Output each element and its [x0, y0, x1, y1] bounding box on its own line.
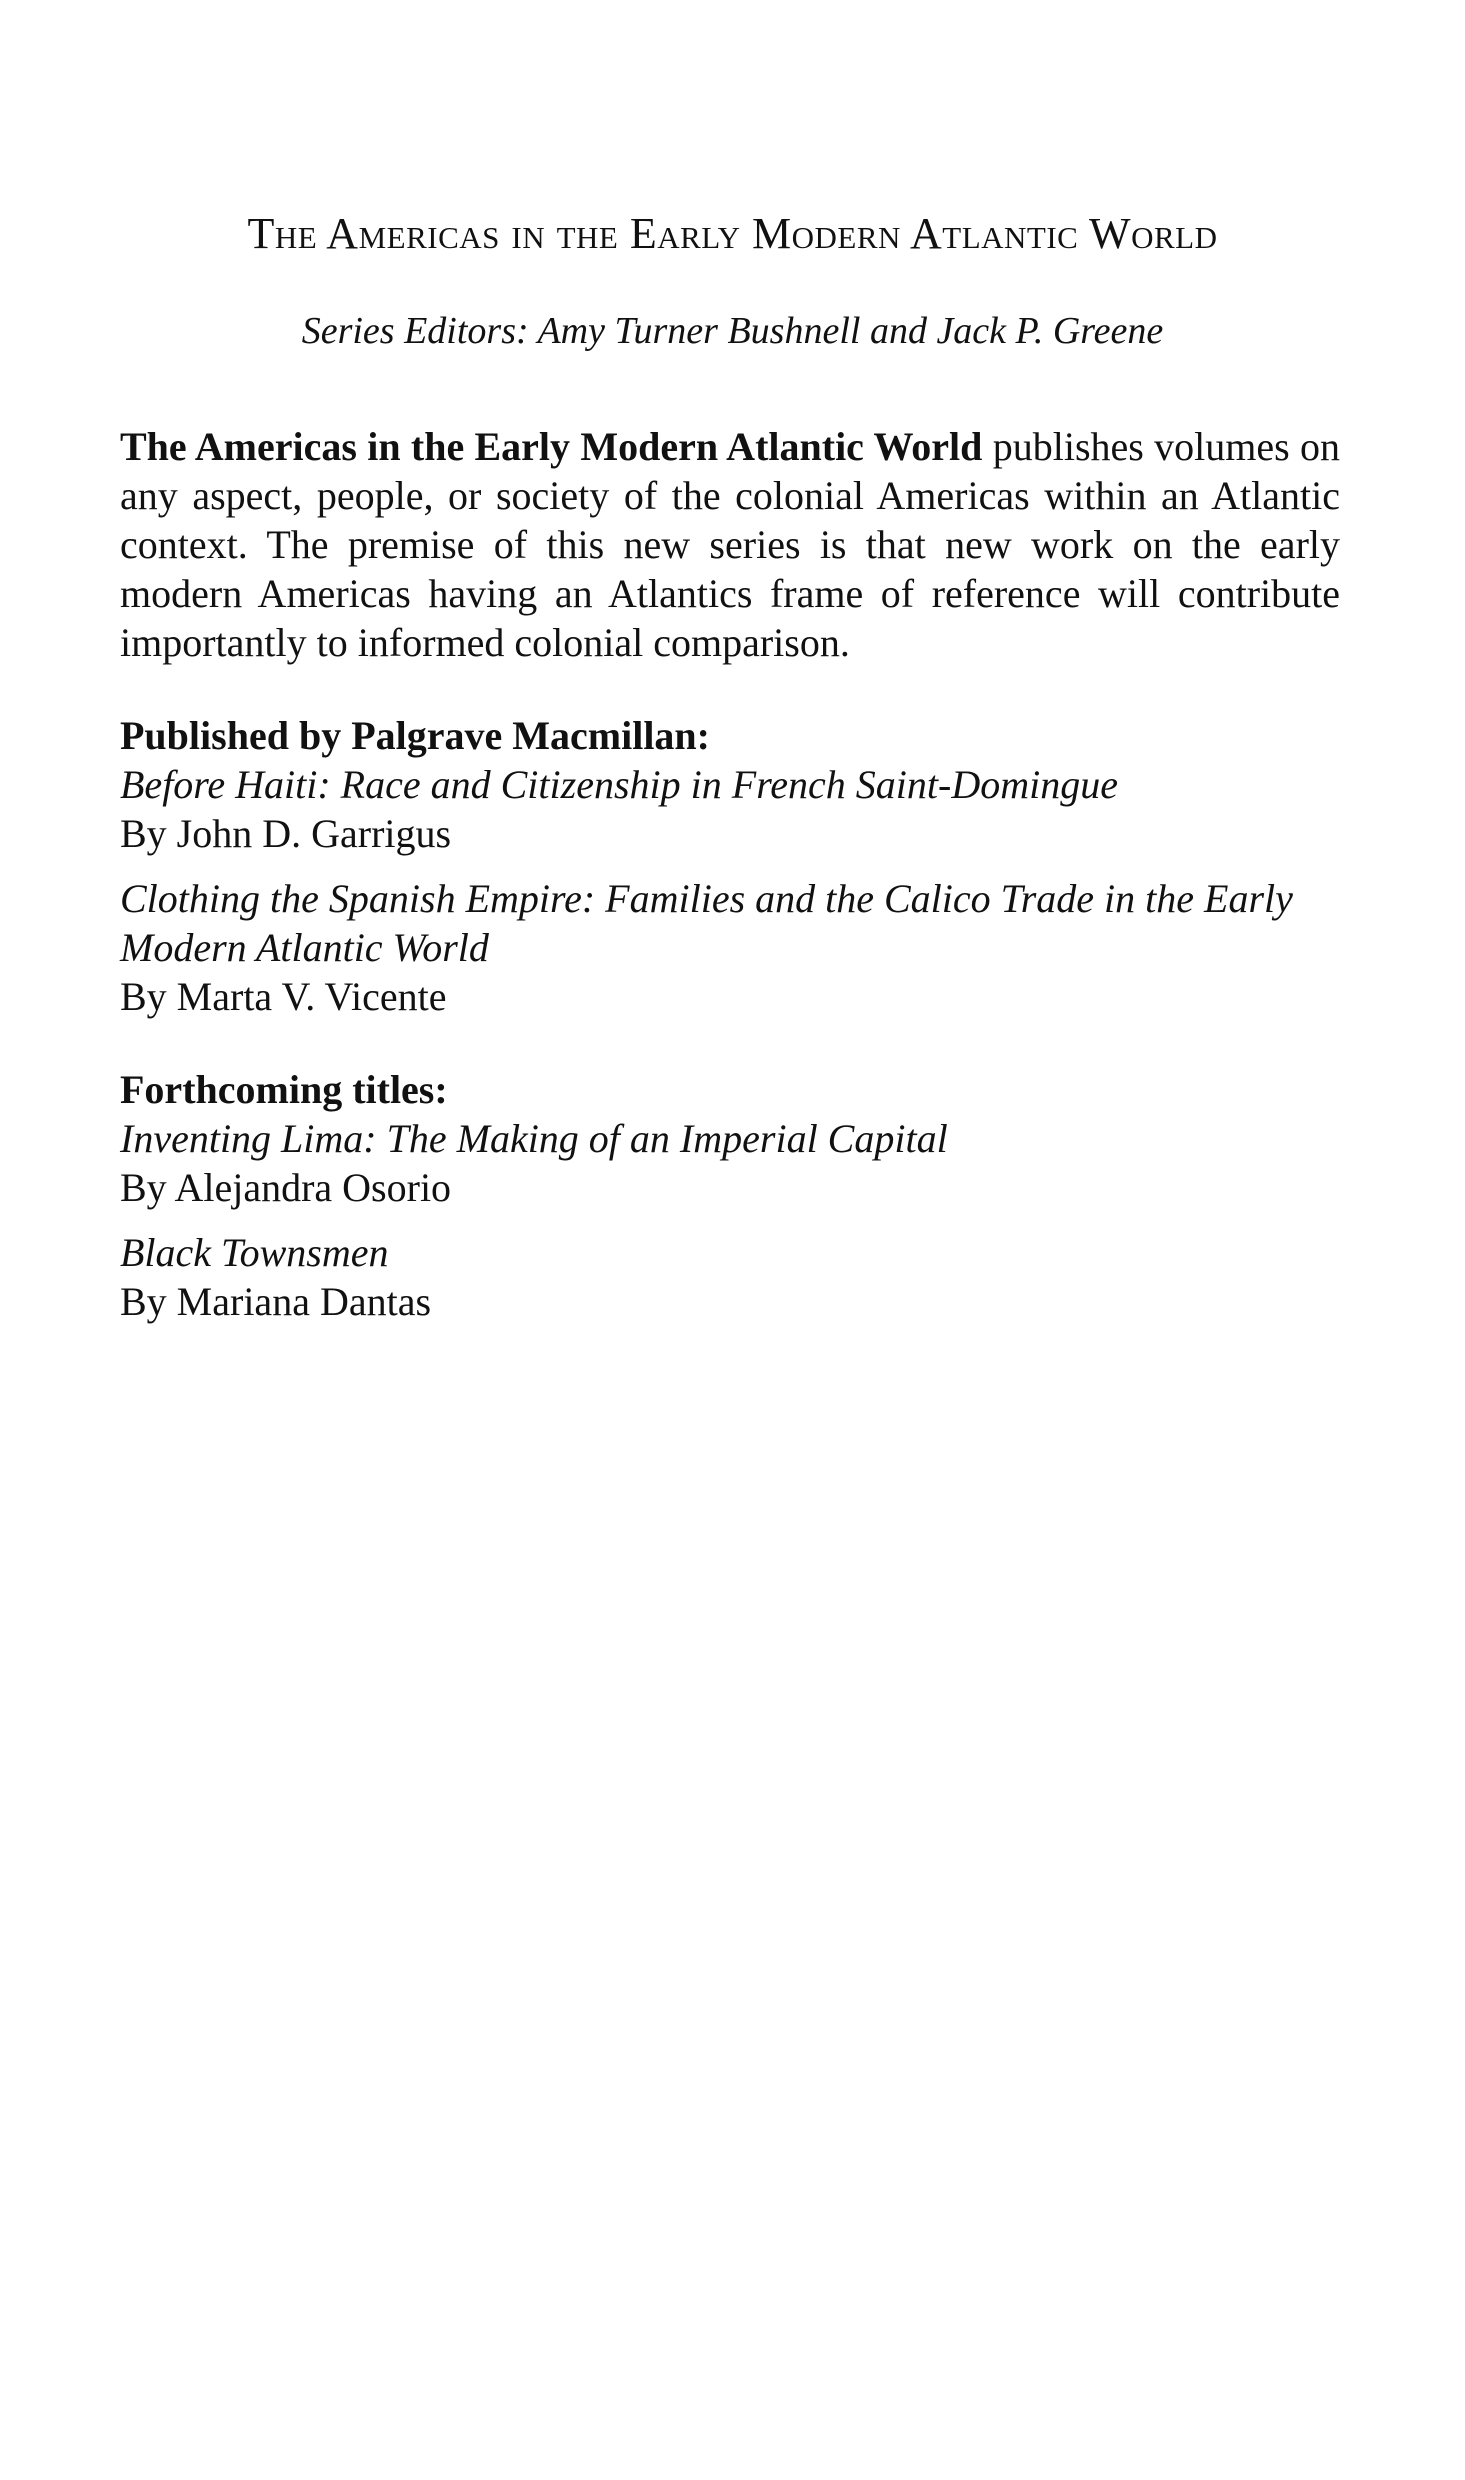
book-author: By Marta V. Vicente	[120, 974, 447, 1019]
series-editors: Series Editors: Amy Turner Bushnell and Jack P. Greene	[301, 310, 1164, 352]
book-title: Black Townsmen	[120, 1230, 389, 1275]
series-description	[120, 422, 1340, 667]
published-section	[120, 712, 1345, 1037]
book-entry	[120, 1228, 1345, 1326]
book-entry	[120, 1114, 1345, 1212]
series-description-lead: The Americas in the Early Modern Atlantic World	[120, 424, 983, 469]
published-heading: Published by Palgrave Macmillan:	[120, 713, 710, 758]
forthcoming-heading: Forthcoming titles:	[120, 1067, 448, 1112]
series-description-body: publishes volumes on any aspect, people, or society of the colonial Americas within an Atlantic context. The premise of this new series is that new work on the early modern Americas having an Atlantics frame of reference will contribute importantly to informed colonial comparison.	[120, 424, 1340, 665]
book-title: Before Haiti: Race and Citizenship in French Saint-Domingue	[120, 762, 1118, 807]
book-author: By Mariana Dantas	[120, 1279, 432, 1324]
book-title: Inventing Lima: The Making of an Imperial Capital	[120, 1116, 948, 1161]
series-title: The Americas in the Early Modern Atlantic World	[247, 209, 1218, 258]
book-title: Clothing the Spanish Empire: Families and the Calico Trade in the Early Modern Atlantic World	[120, 876, 1293, 970]
book-entry	[120, 874, 1345, 1021]
book-author: By Alejandra Osorio	[120, 1165, 452, 1210]
forthcoming-section	[120, 1066, 1345, 1342]
book-author: By John D. Garrigus	[120, 811, 452, 856]
book-entry	[120, 760, 1345, 858]
